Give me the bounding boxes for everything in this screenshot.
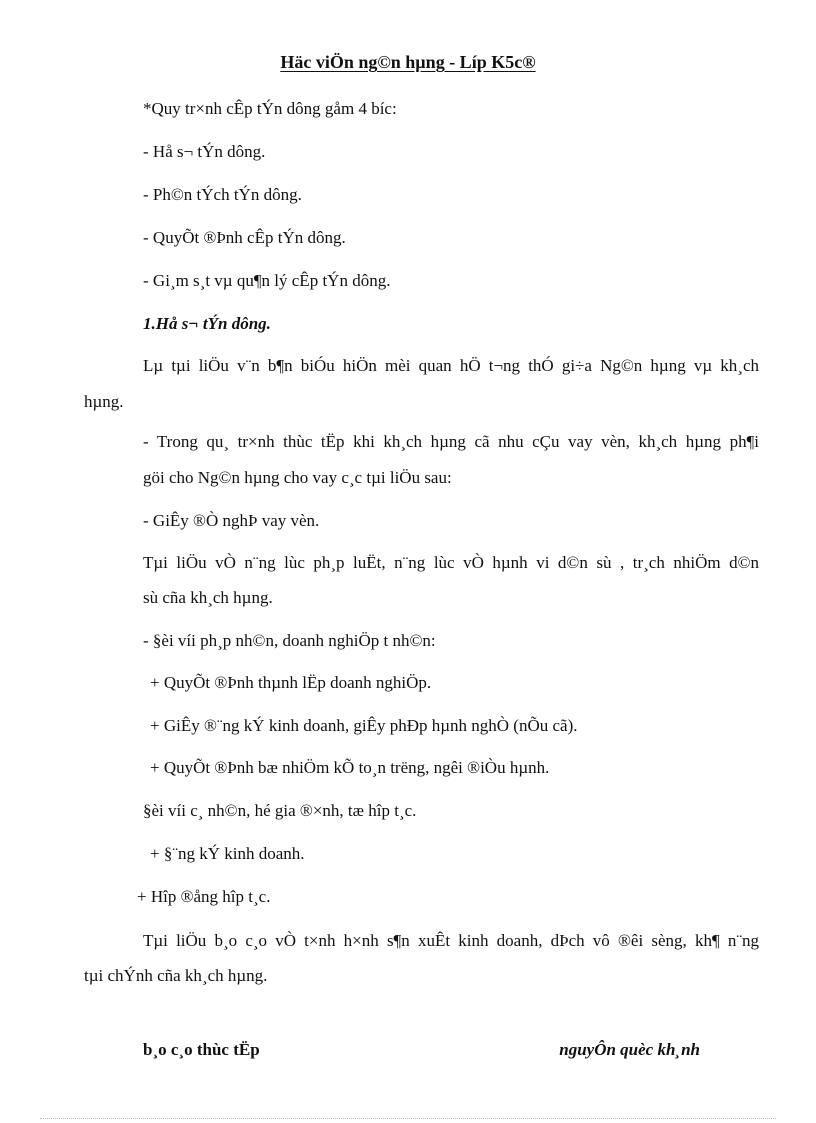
footer-divider (40, 1118, 776, 1119)
paragraph-line: hµng. (84, 392, 124, 411)
paragraph-line: *Quy tr×nh cÊp tÝn dông gåm 4 bíc: (143, 99, 397, 118)
paragraph-line: tµi chÝnh cña kh¸ch hµng. (84, 966, 268, 985)
paragraph-line: §èi víi c¸ nh©n, hé gia ®×nh, tæ hîp t¸c. (143, 801, 417, 820)
paragraph-line: - GiÊy ®Ò nghÞ vay vèn. (143, 511, 320, 530)
paragraph-line: - Hå s¬ tÝn dông. (143, 142, 266, 161)
section-heading: 1.Hå s¬ tÝn dông. (143, 314, 271, 333)
paragraph-line: - §èi víi ph¸p nh©n, doanh nghiÖp t nh©n: (143, 631, 436, 650)
paragraph-line: Tµi liÖu b¸o c¸o vÒ t×nh h×nh s¶n xuÊt kinh doanh, dÞch vô ®êi sèng, kh¶ n¨ng (143, 931, 759, 950)
footer-report-label: b¸o c¸o thùc tËp (143, 1040, 260, 1059)
paragraph-line: - Trong qu¸ tr×nh thùc tËp khi kh¸ch hµng cã nhu cÇu vay vèn, kh¸ch hµng ph¶i (143, 432, 759, 451)
page-header (0, 52, 816, 73)
paragraph-line: - Gi¸m s¸t vµ qu¶n lý cÊp tÝn dông. (143, 271, 391, 290)
paragraph-line: + Hîp ®ång hîp t¸c. (137, 887, 271, 906)
paragraph-line: + QuyÕt ®Þnh thµnh lËp doanh nghiÖp. (150, 673, 432, 692)
paragraph-line: - Ph©n tÝch tÝn dông. (143, 185, 302, 204)
paragraph-line: Lµ tµi liÖu v¨n b¶n biÓu hiÖn mèi quan hÖ t¬ng thÓ gi÷a Ng©n hµng vµ kh¸ch (143, 356, 759, 375)
paragraph-line: göi cho Ng©n hµng cho vay c¸c tµi liÖu sau: (143, 468, 452, 487)
paragraph-line: - QuyÕt ®Þnh cÊp tÝn dông. (143, 228, 346, 247)
header-title: Häc viÖn ng©n hµng - Líp K5c® (280, 52, 536, 72)
footer-author-name: nguyÔn quèc kh¸nh (559, 1040, 700, 1059)
paragraph-line: sù cña kh¸ch hµng. (143, 588, 273, 607)
paragraph-line: + GiÊy ®¨ng kÝ kinh doanh, giÊy phÐp hµnh nghÒ (nÕu cã). (150, 716, 578, 735)
paragraph-line: Tµi liÖu vÒ n¨ng lùc ph¸p luËt, n¨ng lùc vÒ hµnh vi d©n sù , tr¸ch nhiÖm d©n (143, 553, 759, 572)
paragraph-line: + QuyÕt ®Þnh bæ nhiÖm kÕ to¸n trëng, ngêi ®iÒu hµnh. (150, 758, 550, 777)
paragraph-line: + §¨ng kÝ kinh doanh. (150, 844, 305, 863)
